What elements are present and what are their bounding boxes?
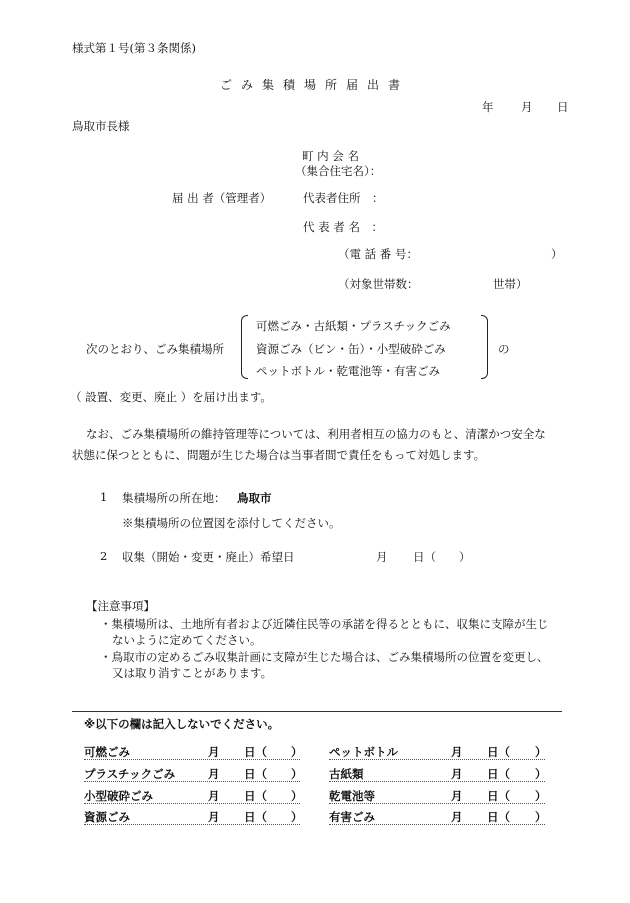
office-item-day: 日（	[487, 745, 510, 759]
office-item-left-label: プラスチックごみ	[84, 767, 176, 781]
office-item-day: 日（	[244, 789, 267, 803]
item-2-close: ）	[459, 550, 471, 564]
office-item-right-label: 有害ごみ	[329, 810, 375, 824]
office-item-day: 日（	[244, 767, 267, 781]
item-2-month: 月	[376, 550, 388, 564]
date-month-label: 月	[521, 100, 533, 114]
paragraph-line-2: 状態に保つとともに、問題が生じた場合は当事者間で責任をもって対処します。	[72, 448, 486, 462]
office-use-heading: ※以下の欄は記入しないでください。	[84, 717, 280, 731]
office-item-day: 日（	[487, 789, 510, 803]
note-1-line-2: ないように定めてください。	[112, 633, 262, 647]
office-item-close: ）	[535, 810, 547, 824]
item-1-label: 集積場所の所在地：	[122, 491, 226, 505]
applicant-label: 届 出 者（管理者）	[172, 191, 272, 205]
office-item-month: 月	[451, 745, 463, 759]
date-year-label: 年	[482, 100, 494, 114]
option-line-2: 資源ごみ（ビン・缶）・小型破砕ごみ	[256, 342, 446, 356]
office-item-dotted-line	[329, 759, 545, 760]
date-day-label: 日	[557, 100, 569, 114]
right-bracket	[481, 315, 488, 379]
item-1-note: ※集積場所の位置図を添付してください。	[122, 516, 341, 530]
address-label: 代表者住所 ：	[303, 191, 384, 205]
office-item-left-label: 可燃ごみ	[84, 745, 130, 759]
representative-name-label: 代 表 者 名 ：	[303, 220, 383, 234]
paragraph-line-1: なお、ごみ集積場所の維持管理等については、利用者相互の協力のもと、清潔かつ安全な	[86, 427, 546, 441]
office-item-left-label: 資源ごみ	[84, 810, 130, 824]
office-item-dotted-line	[329, 803, 545, 804]
office-item-right-label: 古紙類	[329, 767, 364, 781]
item-1-value: 鳥取市	[237, 491, 272, 505]
option-line-3: ペットボトル・乾電池等・有害ごみ	[256, 364, 440, 378]
page-title: ごみ集積場所届出書	[220, 78, 410, 92]
households-unit: 世帯）	[493, 277, 528, 291]
office-item-close: ）	[291, 789, 303, 803]
office-item-day: 日（	[487, 767, 510, 781]
office-item-day: 日（	[244, 810, 267, 824]
office-item-dotted-line	[84, 824, 300, 825]
left-bracket	[241, 315, 248, 379]
office-item-dotted-line	[329, 781, 545, 782]
option-line-1: 可燃ごみ・古紙類・プラスチックごみ	[256, 319, 451, 333]
note-2-line-1: ・鳥取市の定めるごみ収集計画に支障が生じた場合は、ごみ集積場所の位置を変更し、	[100, 650, 549, 664]
office-item-month: 月	[451, 767, 463, 781]
office-item-close: ）	[535, 767, 547, 781]
note-2-line-2: 又は取り消すことがあります。	[112, 666, 273, 680]
item-2-day: 日（	[413, 550, 436, 564]
office-item-right-label: 乾電池等	[329, 789, 375, 803]
phone-label: （電 話 番 号：	[338, 247, 418, 261]
office-item-month: 月	[208, 810, 220, 824]
office-item-left-label: 小型破砕ごみ	[84, 789, 153, 803]
item-2-number: 2	[100, 549, 108, 563]
section-divider	[72, 711, 562, 712]
office-item-month: 月	[208, 789, 220, 803]
note-1-line-1: ・集積場所は、土地所有者および近隣住民等の承諾を得るとともに、収集に支障が生じ	[100, 617, 549, 631]
office-item-close: ）	[291, 810, 303, 824]
office-item-month: 月	[451, 789, 463, 803]
office-item-dotted-line	[84, 803, 300, 804]
households-label: （対象世帯数：	[338, 277, 419, 291]
addressee: 鳥取市長様	[72, 119, 130, 133]
office-item-day: 日（	[244, 745, 267, 759]
housing-label: （集合住宅名）：	[295, 164, 382, 178]
notes-heading: 【注意事項】	[86, 599, 155, 613]
office-item-close: ）	[535, 745, 547, 759]
office-item-day: 日（	[487, 810, 510, 824]
phone-close: ）	[551, 247, 563, 261]
form-number: 様式第１号(第３条関係)	[72, 41, 196, 55]
action-line: （ 設置、変更、廃止 ）を届け出ます。	[70, 390, 272, 404]
office-item-right-label: ペットボトル	[329, 745, 398, 759]
office-item-dotted-line	[329, 824, 545, 825]
office-item-month: 月	[451, 810, 463, 824]
office-item-close: ）	[291, 767, 303, 781]
office-item-close: ）	[291, 745, 303, 759]
office-item-close: ）	[535, 789, 547, 803]
item-1-number: 1	[100, 490, 108, 504]
office-item-dotted-line	[84, 759, 300, 760]
item-2-label: 収集（開始・変更・廃止）希望日	[122, 550, 295, 564]
office-item-dotted-line	[84, 781, 300, 782]
office-item-month: 月	[208, 767, 220, 781]
neighborhood-label: 町 内 会 名	[302, 149, 359, 163]
statement-prefix: 次のとおり、ごみ集積場所	[86, 342, 224, 356]
office-item-month: 月	[208, 745, 220, 759]
statement-suffix: の	[498, 342, 510, 356]
